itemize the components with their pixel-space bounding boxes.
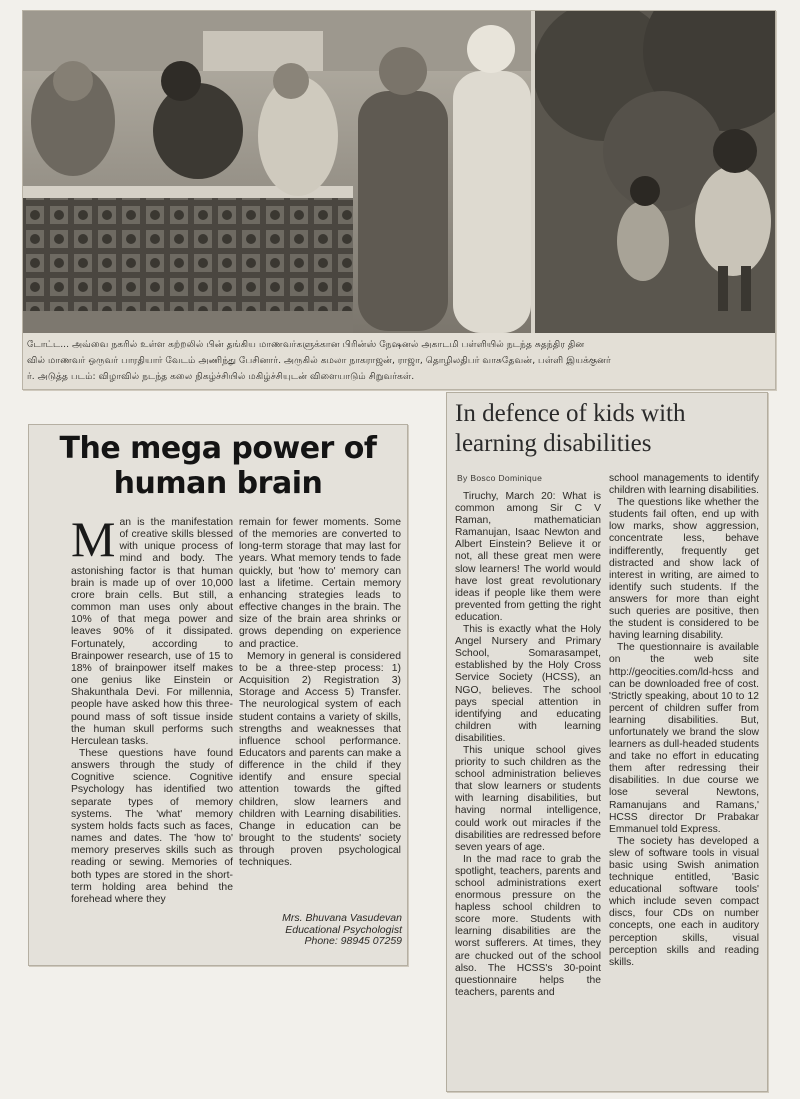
brain-paragraph: These questions have found answers through the study of Cognitive science. Cognitive Psychology has identified two separate types of memory systems. The 'what' memory system holds facts such as faces, names and dates. The 'how to' memory preserves skills such as reading or sewing. Memories of both types are stored in the short-term holding area behind the forehead where they bbox=[71, 747, 233, 905]
kids-paragraph: The questionnaire is available on the web site http://geocities.com/ld-hcss and can be downloaded free of cost. 'Strictly speaking, about 10 to 12 percent of children suffer from learning disabilities. But, unfortunately we brand the slow learners as dull-headed students and take no effort in educating them after redressing their disabilities. In due course we lose several Newtons, Ramanujans and Ramans,' HCSS director Dr Prabakar Emmanuel told Express. bbox=[609, 642, 759, 835]
brain-article-clipping bbox=[28, 424, 408, 966]
caption-line: டோட்ட... அவ்வை நகரில் உள்ள கற்றலில் பின் தங்கிய மாணவர்களுக்கான பிரின்ஸ் நேஷனல் அகாடமி பள்ளியில் நடந்த சுதந்திர தின bbox=[27, 339, 585, 350]
brain-paragraph-text: an is the manifestation of creative skills blessed with unique process of mind and body. The astonishing factor is that human brain is made up of over 10,000 crore brain cells. But still, a common man uses only about 10% of that mega power and leaves 90% of it dissipated. Fortunately, according to Brainpower research, use of 15 to 18% of brainpower itself makes one genius like Einstein or Shakunthala Devi. For millennia, people have asked how this three-pound mass of soft tissue inside the human skull performs such Herculean tasks. bbox=[71, 517, 233, 747]
brain-column-1 bbox=[71, 511, 233, 937]
kids-column-2 bbox=[609, 473, 759, 1087]
author-signature bbox=[244, 913, 402, 948]
photo-clipping bbox=[22, 10, 776, 390]
author-phone: Phone: 98945 07259 bbox=[304, 935, 402, 947]
kids-paragraph: This is exactly what the Holy Angel Nursery and Primary School, Somarasampet, established by the Holy Cross Service Society (HCSS), an NGO, believes. The school pays special attention in identifying and educating children with learning disabilities. bbox=[455, 624, 601, 744]
photo-caption bbox=[27, 337, 771, 387]
caption-line: வில் மாணவர் ஒருவர் பாரதியார் வேடம் அணிந்து பேசினார். அருகில் கமலா நாகராஜன், ராஜா, தொழிலதிபர் வாசுதேவன், பள்ளி இயக்குனர் bbox=[27, 355, 611, 366]
author-title: Educational Psychologist bbox=[285, 923, 402, 936]
brain-column-2 bbox=[239, 517, 401, 909]
brain-paragraph bbox=[71, 511, 233, 748]
kids-headline: In defence of kids with learning disabilities bbox=[455, 400, 686, 457]
news-photo bbox=[23, 11, 775, 333]
brain-headline bbox=[29, 431, 407, 509]
dropcap: M bbox=[71, 511, 116, 567]
brain-paragraph: remain for fewer moments. Some of the memories are converted to long-term storage that may last for years. What memory tends to fade quickly, but 'how to' memory can last a lifetime. Certain memory enhancing strategies leads to effective changes in the brain. The size of the brain area shrinks or grows depending on experience and practice. bbox=[239, 517, 401, 650]
kids-byline: By Bosco Dominique bbox=[457, 473, 543, 483]
brain-paragraph: Memory in general is considered to be a three-step process: 1) Acquisition 2) Registration 3) Storage and Access 5) Transfer. The neurological system of each student contains a variety of skills, strengths and weaknesses that influence school performance. Educators and parents can make a difference in the child if they identify and ensure special attention towards the gifted children, slow learners and children with Learning disabilities. Change in education can be brought to the students' society through proven psychological techniques. bbox=[239, 650, 401, 869]
kids-paragraph: Tiruchy, March 20: What is common among Sir C V Raman, mathematician Ramanujan, Isaac Newton and Albert Einstein? Believe it or not, all these great men were slow learners! The world would have lost great revolutionary ideas if people like them were prevented from getting the right education. bbox=[455, 491, 601, 623]
kids-paragraph: This unique school gives priority to such children as the school administration believes that slow learners or students with learning disabilities, but having normal intelligence, could work out miracles if the disabilities are redressed before seven years of age. bbox=[455, 744, 601, 853]
brain-headline-line2: human brain bbox=[113, 466, 323, 501]
kids-column-1 bbox=[455, 491, 601, 1087]
kids-paragraph: The society has developed a slew of software tools in visual basic using Swish animation technique entitled, 'Basic educational software tools' which include seven compact discs, four CDs on number concepts, one each in auditory perception skills, visual perception skills and reading skills. bbox=[609, 835, 759, 968]
caption-line: ர். அடுத்த படம்: விழாவில் நடந்த கலை நிகழ்ச்சியில் மகிழ்ச்சியுடன் விளையாடும் சிறுவர்கள். bbox=[27, 371, 415, 382]
author-name: Mrs. Bhuvana Vasudevan bbox=[282, 912, 402, 924]
kids-paragraph: school managements to identify children with learning disabilities. bbox=[609, 473, 759, 497]
brain-headline-line1: The mega power of bbox=[59, 431, 377, 466]
kids-paragraph: In the mad race to grab the spotlight, teachers, parents and school administrations exert enormous pressure on the hapless school children to score more. Students with learning disabilities are the worst sufferers. At times, they are chucked out of the school also. The HCSS's 30-point questionnaire helps the teachers, parents and bbox=[455, 853, 601, 998]
kids-article-clipping bbox=[446, 392, 768, 1092]
kids-paragraph: The questions like whether the students fail often, end up with low marks, show aggression, concentrate less, behave indifferently, frequently get distracted and show lack of interest in writing, are aimed to identify such students. If the answers for more than eight such queries are positive, then the student is considered to be having learning disability. bbox=[609, 497, 759, 642]
